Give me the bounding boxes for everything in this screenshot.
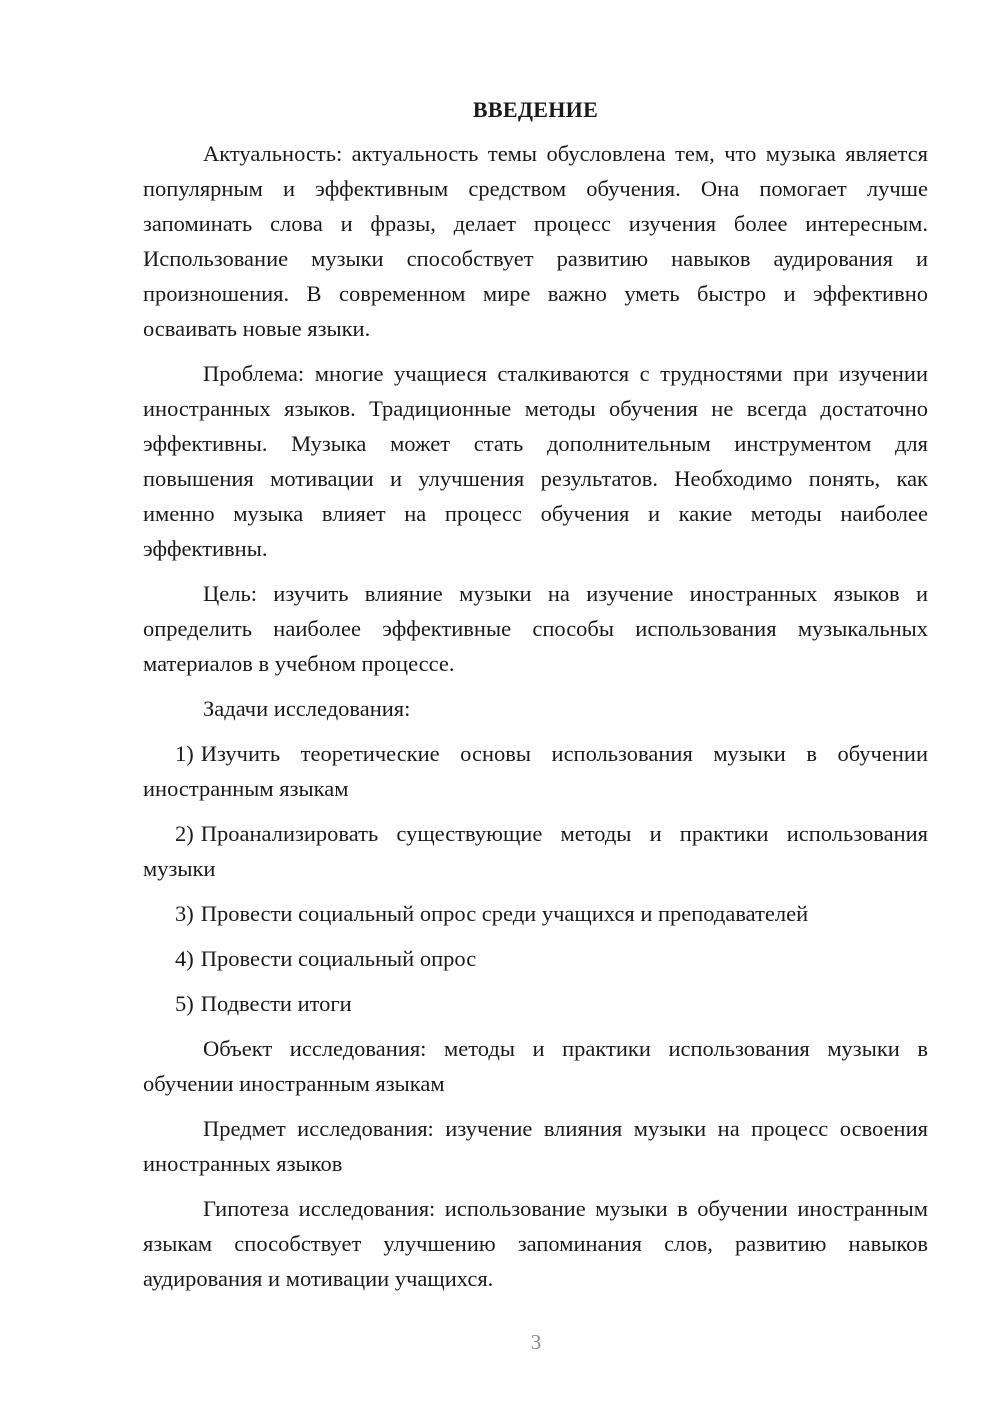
list-item-text: Подвести итоги — [200, 991, 352, 1016]
page-title: ВВЕДЕНИЕ — [472, 97, 599, 122]
list-item-number: 2) — [175, 821, 194, 846]
tasks-list — [143, 736, 928, 1021]
list-item — [143, 736, 928, 806]
list-item — [143, 986, 928, 1021]
list-item-text: Провести социальный опрос — [200, 946, 477, 971]
paragraph-hypothesis: Гипотеза исследования: использование музыки в обучении иностранным языкам способствует улучшению запоминания слов, развитию навыков аудирования и мотивации учащихся. — [143, 1196, 928, 1291]
list-item-text: Изучить теоретические основы использования музыки в обучении иностранным языкам — [143, 741, 928, 801]
paragraph-problem: Проблема: многие учащиеся сталкиваются с трудностями при изучении иностранных языков. Традиционные методы обучения не всегда достаточно эффективны. Музыка может стать дополнительным инструментом для повышения мотивации и улучшения результатов. Необходимо понять, как именно музыка влияет на процесс обучения и какие методы наиболее эффективны. — [143, 361, 928, 561]
list-item — [143, 816, 928, 886]
list-item-text: Провести социальный опрос среди учащихся и преподавателей — [200, 901, 809, 926]
list-item-number: 1) — [175, 741, 194, 766]
list-item — [143, 896, 928, 931]
paragraph-object: Объект исследования: методы и практики использования музыки в обучении иностранным языкам — [143, 1036, 928, 1096]
list-item-number: 3) — [175, 901, 194, 926]
document-page — [143, 92, 928, 1306]
list-item-number: 5) — [175, 991, 194, 1016]
tasks-heading: Задачи исследования: — [203, 696, 411, 721]
paragraph-subject: Предмет исследования: изучение влияния музыки на процесс освоения иностранных языков — [143, 1116, 928, 1176]
page-number: 3 — [530, 1330, 542, 1354]
list-item-text: Проанализировать существующие методы и практики использования музыки — [143, 821, 928, 881]
paragraph-relevance: Актуальность: актуальность темы обусловлена тем, что музыка является популярным и эффективным средством обучения. Она помогает лучше запоминать слова и фразы, делает процесс изучения более интересным. Использование музыки способствует развитию навыков аудирования и произношения. В современном мире важно уметь быстро и эффективно осваивать новые языки. — [143, 141, 928, 341]
paragraph-goal: Цель: изучить влияние музыки на изучение иностранных языков и определить наиболее эффективные способы использования музыкальных материалов в учебном процессе. — [143, 581, 928, 676]
list-item — [143, 941, 928, 976]
list-item-number: 4) — [175, 946, 194, 971]
